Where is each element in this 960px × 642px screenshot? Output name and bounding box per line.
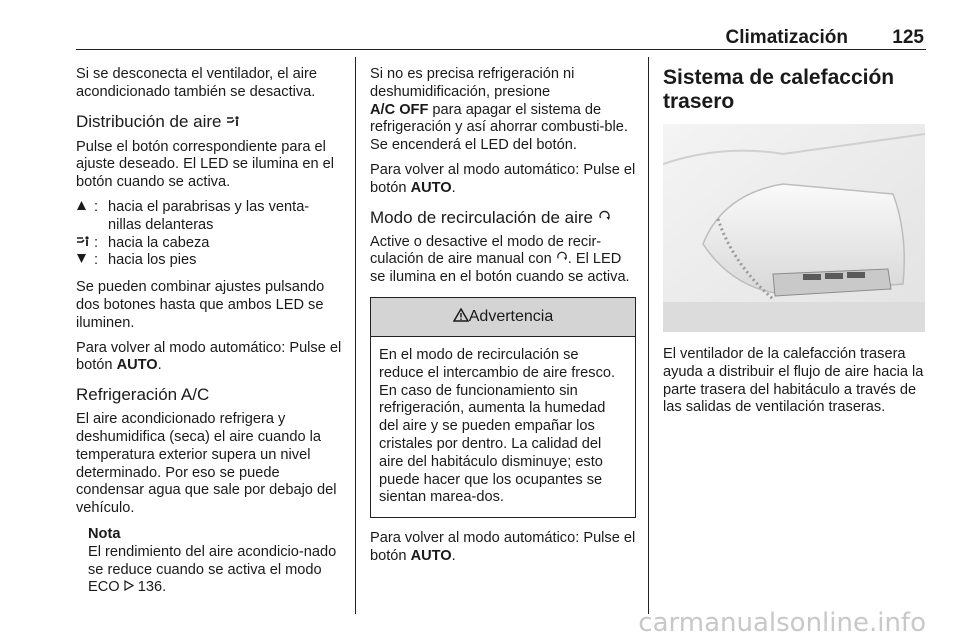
section-heading-recirculation: Modo de recirculación de aire bbox=[370, 208, 636, 228]
column-2 bbox=[370, 66, 636, 573]
paragraph: Pulse el botón correspondiente para el ajuste deseado. El LED se ilumina en el botón cuando se activa. bbox=[76, 138, 334, 191]
air-to-face-icon bbox=[76, 235, 94, 253]
paragraph: Para volver al modo automático: Pulse el botón AUTO. bbox=[370, 530, 636, 564]
watermark: carmanualsonline.info bbox=[638, 608, 926, 638]
distribution-list bbox=[76, 199, 342, 270]
air-to-face-icon bbox=[226, 115, 240, 130]
note-heading: Nota bbox=[88, 525, 121, 542]
list-item: : hacia la cabeza bbox=[76, 235, 342, 253]
down-arrow-icon bbox=[76, 252, 94, 270]
warning-box bbox=[370, 297, 636, 518]
page-title: Climatización bbox=[725, 27, 848, 48]
page-reference[interactable]: 136. bbox=[137, 579, 167, 596]
column-3 bbox=[663, 66, 929, 424]
list-item: : hacia los pies bbox=[76, 252, 342, 270]
up-arrow-icon bbox=[76, 199, 94, 235]
paragraph: Se pueden combinar ajustes pulsando dos botones hasta que ambos LED se iluminen. bbox=[76, 279, 325, 331]
warning-text: En el modo de recirculación se reduce el intercambio de aire fresco. En caso de funcionamiento sin refrigeración, aumenta la humedad del aire y se pueden empañar los cristales por dentro. La calidad del aire del habitáculo disminuye; esto puede hacer que los ocupantes se sientan marea-dos. bbox=[379, 346, 616, 506]
column-divider bbox=[648, 57, 649, 614]
warning-header: Advertencia bbox=[371, 298, 635, 337]
paragraph: El ventilador de la calefacción trasera ayuda a distribuir el flujo de aire hacia la parte trasera del habitáculo a través de las salidas de ventilación traseras. bbox=[663, 346, 924, 416]
column-divider bbox=[355, 57, 356, 614]
page-header bbox=[76, 0, 926, 50]
section-heading-distribution: Distribución de aire bbox=[76, 112, 342, 133]
paragraph: Si no es precisa refrigeración ni deshumidificación, presione A/C OFF para apagar el sistema de refrigeración y así ahorrar combusti-ble. Se encenderá el LED del botón. bbox=[370, 66, 628, 154]
column-1 bbox=[76, 66, 342, 597]
paragraph: Active o desactive el modo de recir-culación de aire manual con . El LED se ilumina en el botón cuando se activa. bbox=[370, 233, 630, 286]
list-item: : hacia el parabrisas y las venta-nillas delanteras bbox=[76, 199, 342, 235]
recirculation-icon bbox=[556, 251, 568, 267]
section-heading-ac: Refrigeración A/C bbox=[76, 385, 210, 405]
page-number: 125 bbox=[892, 27, 924, 48]
paragraph: Si se desconecta el ventilador, el aire acondicionado también se desactiva. bbox=[76, 66, 317, 100]
page-ref-icon bbox=[124, 579, 134, 595]
note bbox=[88, 526, 342, 597]
paragraph: El aire acondicionado refrigera y deshumidifica (seca) el aire cuando la temperatura exterior supera un nivel determinado. Por eso se puede condensar agua que sale por debajo del vehículo. bbox=[76, 411, 337, 517]
warning-triangle-icon bbox=[453, 308, 469, 325]
rear-heater-vent-photo bbox=[663, 124, 925, 332]
paragraph: Para volver al modo automático: Pulse el botón AUTO. bbox=[76, 339, 342, 374]
section-heading-rear-heater: Sistema de calefacción trasero bbox=[663, 66, 895, 113]
note-text: El rendimiento del aire acondicio-nado se reduce cuando se activa el modo ECO 136. bbox=[88, 543, 337, 596]
paragraph: Para volver al modo automático: Pulse el botón AUTO. bbox=[370, 161, 636, 196]
recirculation-icon bbox=[598, 208, 611, 227]
